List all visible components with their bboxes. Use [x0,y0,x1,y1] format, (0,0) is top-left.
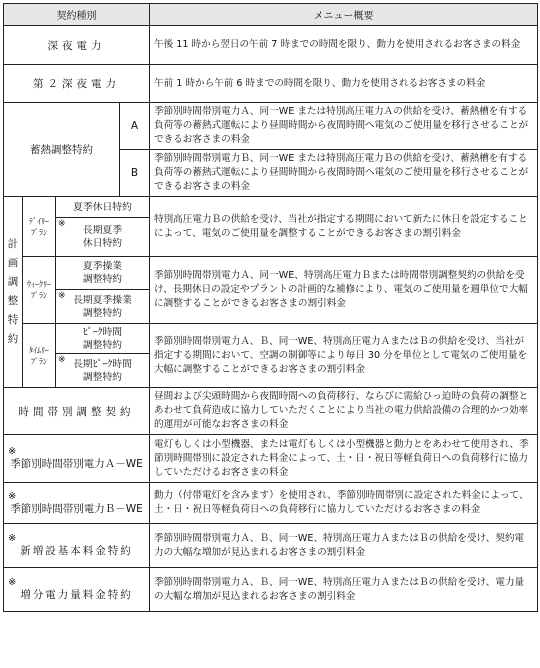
plan-option: 夏季休日特約 [56,197,150,218]
contract-description: 季節別時間帯別電力Ａ、Ｂ、同一WE、特別高圧電力ＡまたはＢの供給を受け、契約電力の大幅な増加が見込まれるお客さまの割引料金 [150,524,538,568]
contract-name: 時間帯別調整契約 [4,388,150,435]
table-row [4,197,538,218]
contract-description: 特別高圧電力Ｂの供給を受け、当社が指定する期間において新たに休日を設定することによって、電気のご使用量を調整することができるお客さまの割引料金 [150,197,538,257]
table-row [4,435,538,483]
contract-description: 昼間および尖頭時間から夜間時間への負荷移行、ならびに需給ひっ迫時の負荷の調整とあわせて負荷造成に協力していただくことにより当社の電力供給設備の合理的かつ効率的運用が可能なお客さまの料金 [150,388,538,435]
contract-description: 季節別時間帯別電力Ａ、Ｂ、同一WE、特別高圧電力ＡまたはＢの供給を受け、電力量の大幅な増加が見込まれるお客さまの割引料金 [150,568,538,612]
header-menu-overview: メニュー概要 [150,4,538,26]
contract-name: 蓄熱調整特約 [4,103,120,197]
header-contract-type: 契約種別 [4,4,150,26]
contract-name-cell [4,435,150,483]
table-row [4,65,538,103]
note-mark: ※ [8,446,17,457]
contract-name: 第２深夜電力 [4,65,150,103]
plan-option: ※ 長期夏季操業 調整特約 [56,290,150,324]
table-row [4,388,538,435]
contract-name-cell [4,568,150,612]
note-mark: ※ [8,577,17,588]
note-mark: ※ [58,291,66,301]
contract-name: 深夜電力 [4,26,150,65]
note-mark: ※ [58,219,66,229]
variant-label: A [120,103,150,150]
plan-option: 夏季操業 調整特約 [56,257,150,290]
variant-label: B [120,150,150,197]
contract-description: 季節別時間帯別電力Ｂ、同一WE または特別高圧電力Ｂの供給を受け、蓄熱槽を有する負荷等の蓄熱式運転により昼間時間から夜間時間へ電気のご使用量を移行させることができるお客さまの料金 [150,150,538,197]
planned-adjustment-label: 計 画 調 整 特 約 [4,197,23,388]
contract-name: 新増設基本料金特約 [20,545,133,557]
contract-description: 午前 1 時から午前 6 時までの時間を限り、動力を使用されるお客さまの料金 [150,65,538,103]
table-row [4,257,538,290]
plan-option: ﾋﾟｰｸ時間 調整特約 [56,324,150,354]
contract-description: 午後 11 時から翌日の午前 7 時までの時間を限り、動力を使用されるお客さまの料金 [150,26,538,65]
table-row [4,103,538,150]
contract-description: 季節別時間帯別電力Ａ、Ｂ、同一WE、特別高圧電力ＡまたはＢの供給を受け、当社が指定する期間において、空調の制御等により毎日 30 分を単位として電気のご使用量を大幅に調整することができるお客さまの割引料金 [150,324,538,388]
contract-name: 季節別時間帯別電力Ｂ－WE [10,502,143,515]
table-row [4,324,538,354]
table-row [4,483,538,524]
contract-description: 動力（付帯電灯を含みます）を使用され、季節別時間帯別に設定された料金によって、土・日・祝日等軽負荷日への負荷移行に協力していただけるお客さまの料金 [150,483,538,524]
note-mark: ※ [8,490,17,502]
contract-name: 増分電力量料金特約 [20,589,133,601]
contract-name: 季節別時間帯別電力Ａ－WE [10,458,143,470]
table-row [4,568,538,612]
plan-category-weekly: ｳｨｰｸﾘｰ ﾌﾟﾗﾝ [23,257,56,324]
table-row [4,524,538,568]
contract-description: 季節別時間帯別電力Ａ、同一WE、特別高圧電力Ｂまたは時間帯別調整契約の供給を受け、長期休日の設定やプラントの計画的な補修により、電気のご使用量を週単位で大幅に調整することができるお客さまの割引料金 [150,257,538,324]
note-mark: ※ [58,355,66,365]
table-header-row [4,4,538,26]
contract-name-cell [4,483,150,524]
contract-name-cell [4,524,150,568]
plan-category-timely: ﾀｲﾑﾘｰ ﾌﾟﾗﾝ [23,324,56,388]
plan-category-daily: ﾃﾞｲﾘｰ ﾌﾟﾗﾝ [23,197,56,257]
contract-description: 電灯もしくは小型機器、または電灯もしくは小型機器と動力とをあわせて使用され、季節別時間帯別に設定された料金によって、土・日・祝日等軽負荷日への負荷移行に協力していただけるお客さまの料金 [150,435,538,483]
contract-description: 季節別時間帯別電力Ａ、同一WE または特別高圧電力Ａの供給を受け、蓄熱槽を有する負荷等の蓄熱式運転により昼間時間から夜間時間へ電気のご使用量を移行させることができるお客さまの料金 [150,103,538,150]
plan-option: ※ 長期夏季 休日特約 [56,218,150,257]
contract-menu-table [3,3,538,612]
note-mark: ※ [8,533,17,544]
plan-option: ※ 長期ﾋﾟｰｸ時間 調整特約 [56,354,150,388]
table-row [4,26,538,65]
